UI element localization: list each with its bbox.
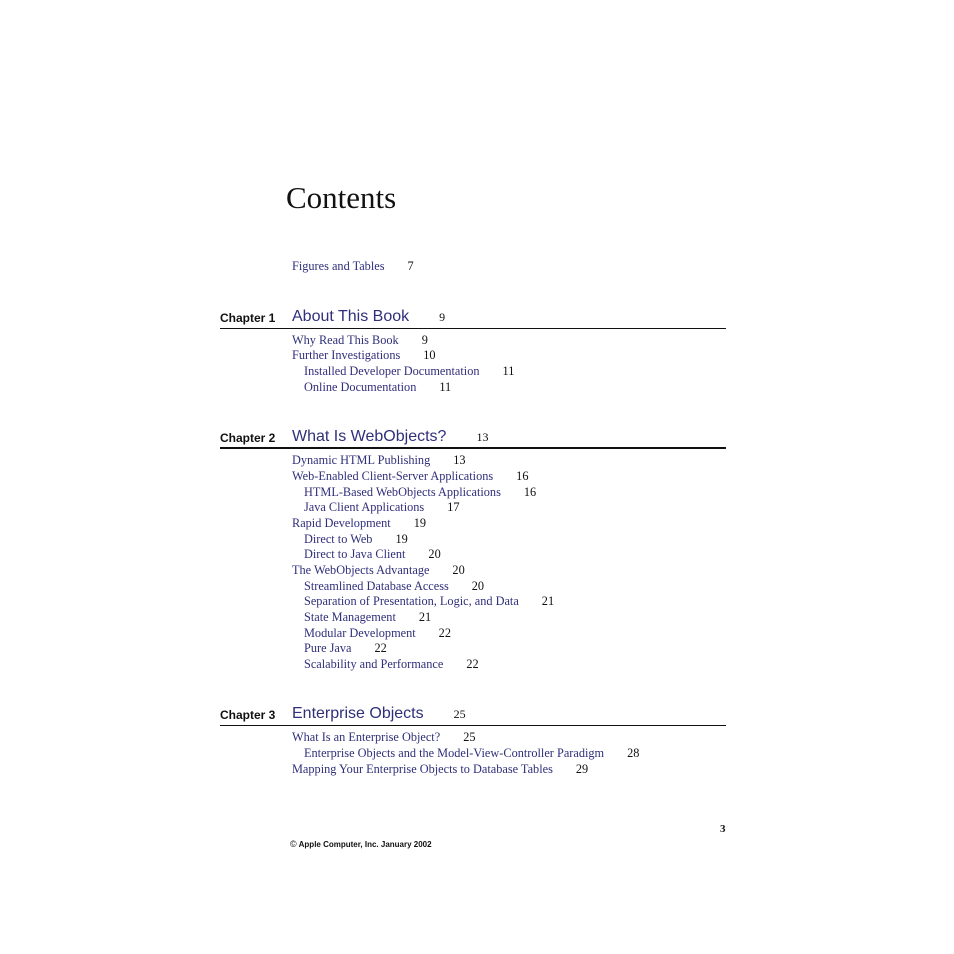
toc-entry[interactable] xyxy=(292,730,475,745)
copyright-notice xyxy=(290,839,432,849)
chapter-page: 25 xyxy=(453,707,466,721)
toc-entry-label[interactable]: State Management xyxy=(304,610,396,624)
toc-subentry[interactable] xyxy=(304,657,479,672)
copyright-text: Apple Computer, Inc. January 2002 xyxy=(298,840,432,849)
chapter-page: 9 xyxy=(439,310,446,324)
page-number: 3 xyxy=(720,823,726,835)
chapter-title-link[interactable] xyxy=(292,428,488,446)
toc-entry-page: 21 xyxy=(418,610,432,624)
toc-entry-page: 22 xyxy=(438,626,451,640)
toc-entry-label[interactable]: Rapid Development xyxy=(292,516,391,530)
toc-entry-page: 9 xyxy=(421,333,428,347)
toc-entry-page: 19 xyxy=(413,516,426,530)
copyright-symbol: © xyxy=(290,839,297,849)
toc-subentry[interactable] xyxy=(304,500,460,515)
toc-entry-page: 16 xyxy=(523,485,537,499)
chapter-rule xyxy=(220,328,726,329)
toc-subentry[interactable] xyxy=(304,364,514,379)
toc-entry-label[interactable]: Further Investigations xyxy=(292,348,401,362)
chapter-rule xyxy=(220,725,726,726)
toc-entry-page: 29 xyxy=(575,762,589,776)
toc-entry-label[interactable]: Direct to Java Client xyxy=(304,547,406,561)
toc-entry-figures-and-tables[interactable] xyxy=(292,259,414,274)
toc-entry-label[interactable]: Java Client Applications xyxy=(304,500,425,514)
toc-entry-label[interactable]: Online Documentation xyxy=(304,380,417,394)
toc-entry[interactable] xyxy=(292,516,426,531)
page-title: Contents xyxy=(286,180,397,215)
chapter-label: Chapter 3 xyxy=(220,708,276,722)
chapter-rule xyxy=(220,447,726,449)
toc-subentry[interactable] xyxy=(304,594,554,609)
toc-entry[interactable] xyxy=(292,762,588,777)
toc-subentry[interactable] xyxy=(304,547,441,562)
toc-entry-page: 25 xyxy=(463,730,476,744)
toc-entry-label[interactable]: Modular Development xyxy=(304,626,416,640)
chapter-header xyxy=(220,702,726,724)
toc-entry-label[interactable]: What Is an Enterprise Object? xyxy=(292,730,441,744)
toc-entry[interactable] xyxy=(292,348,436,363)
chapter-header xyxy=(220,305,726,327)
toc-subentry[interactable] xyxy=(304,579,484,594)
toc-entry-label[interactable]: Separation of Presentation, Logic, and Data xyxy=(304,594,519,608)
toc-entry-label[interactable]: Enterprise Objects and the Model-View-Controller Paradigm xyxy=(304,746,605,760)
toc-entry-label[interactable]: Mapping Your Enterprise Objects to Database Tables xyxy=(292,762,553,776)
toc-entry-page: 22 xyxy=(374,641,387,655)
toc-entry-label[interactable]: Web-Enabled Client-Server Applications xyxy=(292,469,494,483)
toc-entry-page: 28 xyxy=(627,746,640,760)
toc-entry-page: 16 xyxy=(516,469,529,483)
toc-entry-page: 17 xyxy=(447,500,460,514)
toc-entry[interactable] xyxy=(292,563,465,578)
toc-entry-page: 20 xyxy=(471,579,485,593)
toc-entry[interactable] xyxy=(292,469,528,484)
toc-entry[interactable] xyxy=(292,453,466,468)
toc-subentry[interactable] xyxy=(304,485,536,500)
toc-entry[interactable] xyxy=(292,333,428,348)
chapter-header xyxy=(220,425,726,447)
toc-entry-label[interactable]: Figures and Tables xyxy=(292,259,385,273)
toc-entry-page: 11 xyxy=(502,364,515,378)
chapter-title[interactable]: Enterprise Objects xyxy=(292,705,424,722)
toc-entry-label[interactable]: Pure Java xyxy=(304,641,352,655)
toc-entry-label[interactable]: HTML-Based WebObjects Applications xyxy=(304,485,501,499)
chapter-title[interactable]: About This Book xyxy=(292,308,410,325)
toc-subentry[interactable] xyxy=(304,626,451,641)
toc-entry-page: 20 xyxy=(428,547,441,561)
toc-entry-page: 21 xyxy=(541,594,555,608)
chapter-page: 13 xyxy=(476,430,489,444)
toc-entry-page: 11 xyxy=(439,380,452,394)
toc-entry-page: 19 xyxy=(395,532,408,546)
toc-entry-label[interactable]: The WebObjects Advantage xyxy=(292,563,430,577)
toc-entry-page: 13 xyxy=(453,453,466,467)
toc-entry-label[interactable]: Dynamic HTML Publishing xyxy=(292,453,431,467)
chapter-title[interactable]: What Is WebObjects? xyxy=(292,428,447,445)
toc-entry-page: 7 xyxy=(407,259,414,273)
chapter-label: Chapter 1 xyxy=(220,311,276,325)
toc-entry-label[interactable]: Why Read This Book xyxy=(292,333,399,347)
toc-subentry[interactable] xyxy=(304,532,408,547)
toc-subentry[interactable] xyxy=(304,380,451,395)
toc-entry-page: 10 xyxy=(423,348,436,362)
toc-entry-label[interactable]: Direct to Web xyxy=(304,532,373,546)
toc-subentry[interactable] xyxy=(304,641,387,656)
toc-entry-label[interactable]: Streamlined Database Access xyxy=(304,579,449,593)
chapter-label: Chapter 2 xyxy=(220,431,276,445)
toc-entry-label[interactable]: Scalability and Performance xyxy=(304,657,444,671)
chapter-title-link[interactable] xyxy=(292,308,445,326)
toc-subentry[interactable] xyxy=(304,746,639,761)
toc-entry-page: 22 xyxy=(466,657,479,671)
toc-entry-page: 20 xyxy=(452,563,465,577)
chapter-title-link[interactable] xyxy=(292,705,466,723)
toc-subentry[interactable] xyxy=(304,610,431,625)
toc-entry-label[interactable]: Installed Developer Documentation xyxy=(304,364,480,378)
